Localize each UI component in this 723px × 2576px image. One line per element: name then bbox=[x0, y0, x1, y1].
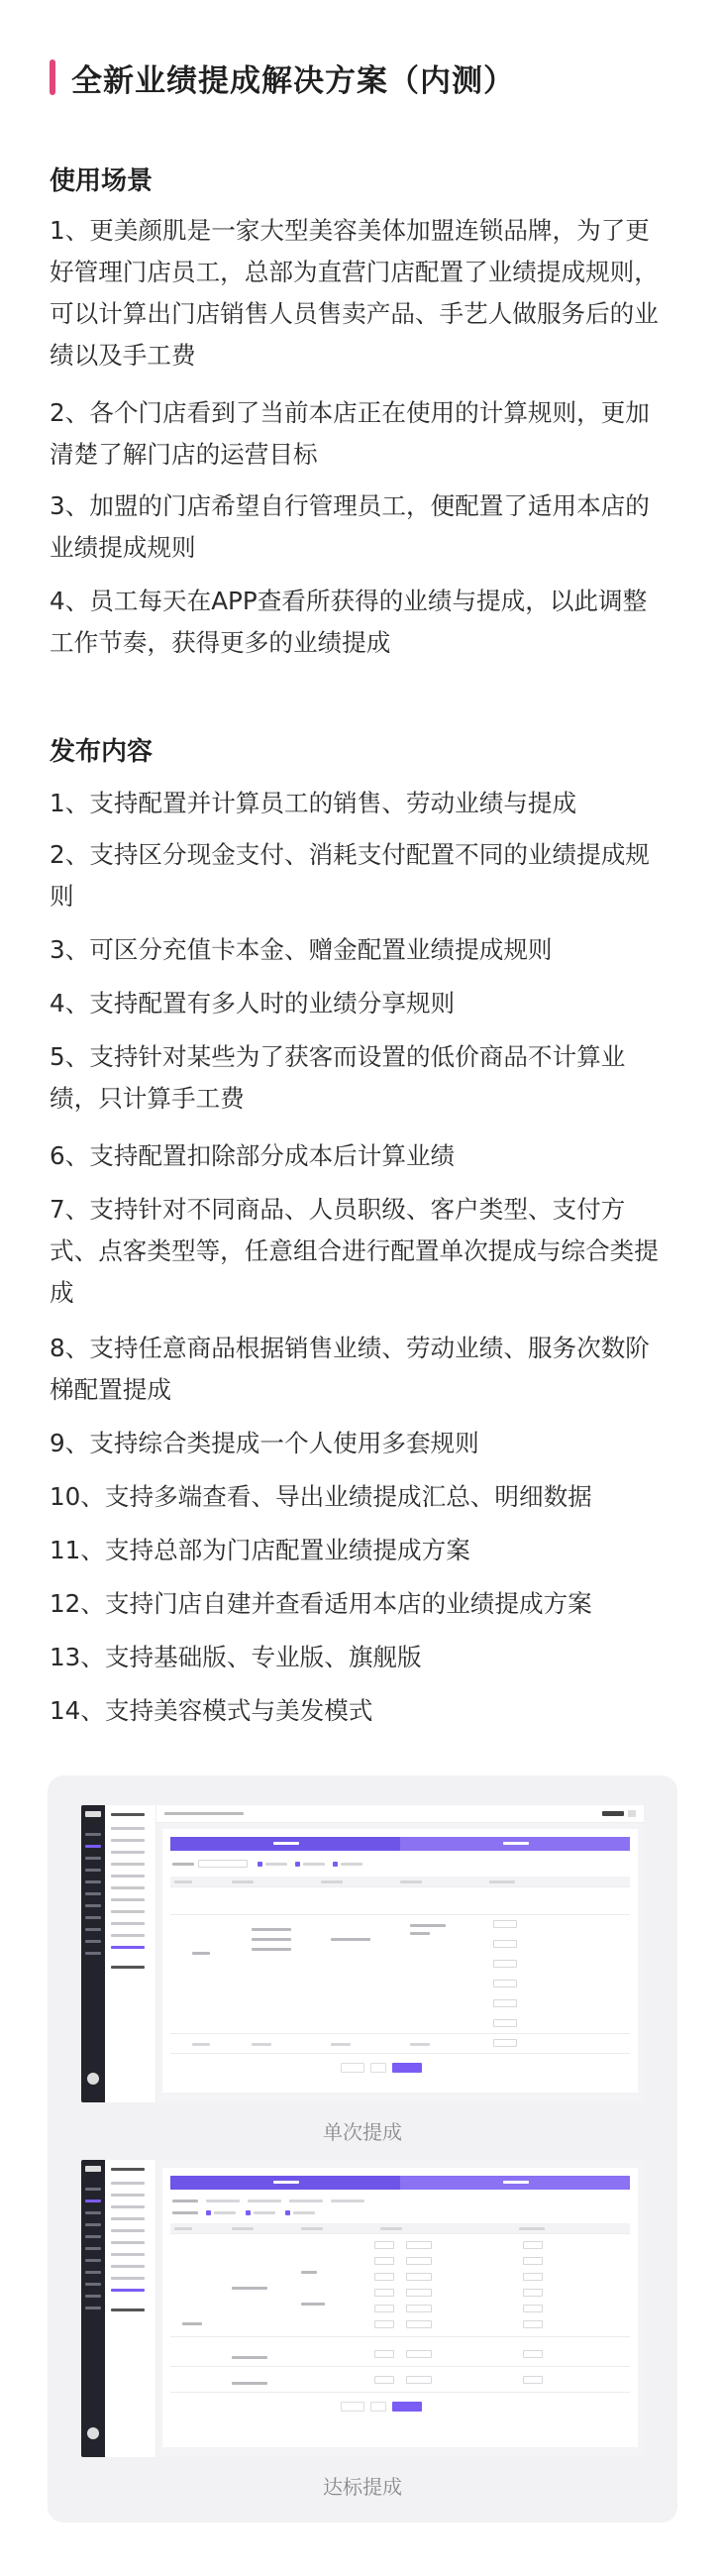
release-item-8: 8、支持任意商品根据销售业绩、劳动业绩、服务次数阶 梯配置提成 bbox=[50, 1334, 650, 1404]
page-header bbox=[50, 57, 515, 97]
release-item-5: 5、支持针对某些为了获客而设置的低价商品不计算业 绩，只计算手工费 bbox=[50, 1042, 626, 1113]
caption-single-commission: 单次提成 bbox=[323, 2120, 402, 2144]
caption-target-commission: 达标提成 bbox=[323, 2475, 402, 2499]
mock-submenu bbox=[105, 1805, 156, 2102]
release-item-4: 4、支持配置有多人时的业绩分享规则 bbox=[50, 989, 456, 1018]
usage-item-1: 1、更美颜肌是一家大型美容美体加盟连锁品牌，为了更 好管理门店员工，总部为直营门店配置了业绩提成规则， 可以计算出门店销售人员售卖产品、手艺人做服务后的业 绩以及手工费 bbox=[50, 216, 659, 370]
release-item-3: 3、可区分充值卡本金、赠金配置业绩提成规则 bbox=[50, 935, 553, 964]
single-commission-screenshot bbox=[81, 1805, 644, 2102]
section-heading-release: 发布内容 bbox=[50, 737, 154, 767]
mock-submenu bbox=[105, 2160, 156, 2457]
mock-sidebar bbox=[81, 1805, 105, 2102]
release-item-6: 6、支持配置扣除部分成本后计算业绩 bbox=[50, 1141, 456, 1170]
mock-main bbox=[156, 2160, 644, 2457]
mock-step-indicator bbox=[170, 2176, 630, 2190]
page-title: 全新业绩提成解决方案（内测） bbox=[71, 62, 515, 99]
release-item-9: 9、支持综合类提成一个人使用多套规则 bbox=[50, 1429, 479, 1457]
mock-main bbox=[156, 1805, 644, 2102]
target-commission-screenshot bbox=[81, 2160, 644, 2457]
user-avatar bbox=[87, 2427, 99, 2439]
release-item-12: 12、支持门店自建并查看适用本店的业绩提成方案 bbox=[50, 1589, 592, 1618]
release-item-14: 14、支持美容模式与美发模式 bbox=[50, 1696, 373, 1725]
title-accent-bar bbox=[50, 59, 55, 95]
release-item-11: 11、支持总部为门店配置业绩提成方案 bbox=[50, 1536, 470, 1564]
usage-item-2: 2、各个门店看到了当前本店正在使用的计算规则，更加 清楚了解门店的运营目标 bbox=[50, 398, 650, 469]
mock-sidebar bbox=[81, 2160, 105, 2457]
usage-item-3: 3、加盟的门店希望自行管理员工，便配置了适用本店的 业绩提成规则 bbox=[50, 491, 650, 562]
release-item-2: 2、支持区分现金支付、消耗支付配置不同的业绩提成规 则 bbox=[50, 840, 650, 911]
user-avatar bbox=[87, 2073, 99, 2085]
release-item-7: 7、支持针对不同商品、人员职级、客户类型、支付方 式、点客类型等，任意组合进行配置单次提成与综合类提 成 bbox=[50, 1195, 659, 1307]
usage-item-4: 4、员工每天在APP查看所获得的业绩与提成，以此调整 工作节奏，获得更多的业绩提成 bbox=[50, 587, 648, 657]
release-item-1: 1、支持配置并计算员工的销售、劳动业绩与提成 bbox=[50, 789, 577, 817]
section-heading-usage: 使用场景 bbox=[50, 166, 154, 196]
mock-step-indicator bbox=[170, 1837, 630, 1851]
release-item-10: 10、支持多端查看、导出业绩提成汇总、明细数据 bbox=[50, 1482, 592, 1511]
release-item-13: 13、支持基础版、专业版、旗舰版 bbox=[50, 1643, 422, 1671]
screenshot-gallery bbox=[48, 1775, 677, 2522]
